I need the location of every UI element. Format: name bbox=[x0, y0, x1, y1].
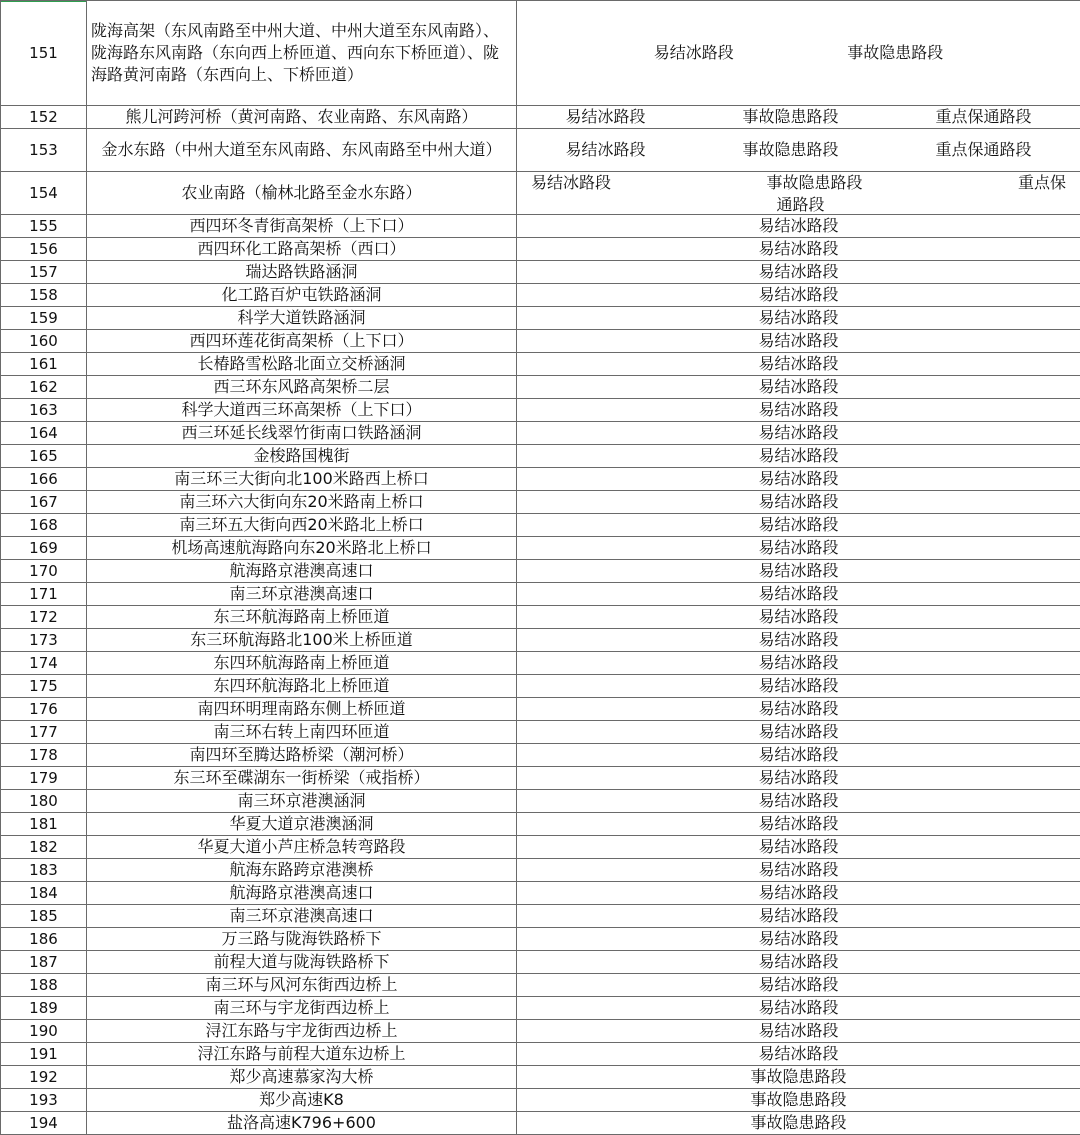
road-name-cell[interactable]: 西四环冬青街高架桥（上下口） bbox=[87, 215, 517, 238]
road-name-cell[interactable]: 航海路京港澳高速口 bbox=[87, 882, 517, 905]
table-row[interactable] bbox=[1, 1089, 1080, 1112]
table-row[interactable] bbox=[1, 836, 1080, 859]
row-number-cell[interactable]: 174 bbox=[1, 652, 87, 675]
road-name-cell[interactable]: 西三环延长线翠竹街南口铁路涵洞 bbox=[87, 422, 517, 445]
table-row[interactable] bbox=[1, 330, 1080, 353]
row-number-cell[interactable]: 191 bbox=[1, 1043, 87, 1066]
row-number-cell[interactable]: 169 bbox=[1, 537, 87, 560]
road-type-cell[interactable]: 易结冰路段 bbox=[517, 606, 1080, 629]
row-number-cell[interactable]: 165 bbox=[1, 445, 87, 468]
table-row[interactable] bbox=[1, 583, 1080, 606]
road-name-cell[interactable]: 华夏大道小芦庄桥急转弯路段 bbox=[87, 836, 517, 859]
road-name-cell[interactable]: 东三环航海路北100米上桥匝道 bbox=[87, 629, 517, 652]
row-number-cell[interactable]: 166 bbox=[1, 468, 87, 491]
road-type-cell[interactable]: 易结冰路段 bbox=[517, 399, 1080, 422]
table-row[interactable] bbox=[1, 1112, 1080, 1135]
table-row[interactable] bbox=[1, 422, 1080, 445]
table-row[interactable] bbox=[1, 790, 1080, 813]
row-number-cell[interactable]: 173 bbox=[1, 629, 87, 652]
table-row[interactable] bbox=[1, 813, 1080, 836]
road-name-cell[interactable]: 盐洛高速K796+600 bbox=[87, 1112, 517, 1135]
road-type-cell[interactable] bbox=[517, 129, 1080, 172]
road-type-cell[interactable] bbox=[517, 1, 1080, 106]
row-number-cell[interactable]: 186 bbox=[1, 928, 87, 951]
road-type-cell[interactable]: 易结冰路段 bbox=[517, 997, 1080, 1020]
table-row[interactable] bbox=[1, 238, 1080, 261]
table-row[interactable] bbox=[1, 1066, 1080, 1089]
road-type-cell[interactable]: 易结冰路段 bbox=[517, 560, 1080, 583]
table-row[interactable] bbox=[1, 129, 1080, 172]
table-row[interactable] bbox=[1, 514, 1080, 537]
row-number-cell[interactable]: 193 bbox=[1, 1089, 87, 1112]
road-type-cell[interactable]: 易结冰路段 bbox=[517, 790, 1080, 813]
row-number-cell[interactable]: 172 bbox=[1, 606, 87, 629]
road-type-cell[interactable]: 易结冰路段 bbox=[517, 238, 1080, 261]
road-type-cell[interactable]: 事故隐患路段 bbox=[517, 1112, 1080, 1135]
road-name-cell[interactable]: 南四环明理南路东侧上桥匝道 bbox=[87, 698, 517, 721]
road-type-cell[interactable]: 易结冰路段 bbox=[517, 767, 1080, 790]
table-row[interactable] bbox=[1, 675, 1080, 698]
road-type-label: 重点保通路段 bbox=[935, 139, 1031, 161]
road-name-cell[interactable]: 化工路百炉屯铁路涵洞 bbox=[87, 284, 517, 307]
road-type-cell[interactable]: 易结冰路段 bbox=[517, 1020, 1080, 1043]
road-type-label: 事故隐患路段 bbox=[742, 106, 838, 128]
road-name-cell[interactable]: 农业南路（榆林北路至金水东路） bbox=[87, 172, 517, 215]
road-name-cell[interactable]: 陇海高架（东风南路至中州大道、中州大道至东风南路）、陇海路东风南路（东向西上桥匝道、西向东下桥匝道）、陇海路黄河南路（东西向上、下桥匝道） bbox=[87, 1, 517, 106]
road-type-cell[interactable]: 易结冰路段 bbox=[517, 974, 1080, 997]
road-type-label: 重点保 bbox=[1018, 172, 1066, 194]
road-name-cell[interactable]: 南三环京港澳涵洞 bbox=[87, 790, 517, 813]
row-number-cell[interactable]: 188 bbox=[1, 974, 87, 997]
road-type-cell[interactable]: 易结冰路段 bbox=[517, 330, 1080, 353]
table-row[interactable] bbox=[1, 445, 1080, 468]
road-type-cell[interactable]: 易结冰路段 bbox=[517, 629, 1080, 652]
row-number-cell[interactable]: 159 bbox=[1, 307, 87, 330]
road-name-cell[interactable]: 华夏大道京港澳涵洞 bbox=[87, 813, 517, 836]
road-type-cell[interactable]: 易结冰路段 bbox=[517, 376, 1080, 399]
row-number-cell[interactable]: 157 bbox=[1, 261, 87, 284]
row-number-cell[interactable]: 161 bbox=[1, 353, 87, 376]
row-number-cell[interactable]: 187 bbox=[1, 951, 87, 974]
row-number-cell[interactable]: 153 bbox=[1, 129, 87, 172]
row-number-cell[interactable]: 183 bbox=[1, 859, 87, 882]
road-type-cell[interactable]: 易结冰路段 bbox=[517, 1043, 1080, 1066]
table-row[interactable] bbox=[1, 307, 1080, 330]
table-row[interactable] bbox=[1, 974, 1080, 997]
table-row[interactable] bbox=[1, 172, 1080, 215]
row-number-cell[interactable]: 151 bbox=[1, 1, 87, 106]
road-type-label: 重点保通路段 bbox=[935, 106, 1031, 128]
road-name-cell[interactable]: 南四环至腾达路桥梁（潮河桥） bbox=[87, 744, 517, 767]
row-number-cell[interactable]: 154 bbox=[1, 172, 87, 215]
table-row[interactable] bbox=[1, 106, 1080, 129]
row-number-cell[interactable]: 162 bbox=[1, 376, 87, 399]
table-row[interactable] bbox=[1, 859, 1080, 882]
table-row[interactable] bbox=[1, 491, 1080, 514]
table-row[interactable] bbox=[1, 629, 1080, 652]
road-name-cell[interactable]: 郑少高速慕家沟大桥 bbox=[87, 1066, 517, 1089]
road-name-cell[interactable]: 金梭路国槐街 bbox=[87, 445, 517, 468]
table-row[interactable] bbox=[1, 882, 1080, 905]
row-number-cell[interactable]: 190 bbox=[1, 1020, 87, 1043]
road-name-cell[interactable]: 南三环六大街向东20米路南上桥口 bbox=[87, 491, 517, 514]
road-name-cell[interactable]: 前程大道与陇海铁路桥下 bbox=[87, 951, 517, 974]
road-type-cell[interactable]: 易结冰路段 bbox=[517, 675, 1080, 698]
road-type-label: 事故隐患路段 bbox=[742, 139, 838, 161]
table-row[interactable] bbox=[1, 261, 1080, 284]
table-body bbox=[1, 1, 1080, 1135]
road-type-cell[interactable]: 易结冰路段 bbox=[517, 307, 1080, 330]
row-number-cell[interactable]: 164 bbox=[1, 422, 87, 445]
road-name-cell[interactable]: 西四环化工路高架桥（西口） bbox=[87, 238, 517, 261]
road-name-cell[interactable]: 南三环与风河东街西边桥上 bbox=[87, 974, 517, 997]
road-name-cell[interactable]: 东四环航海路南上桥匝道 bbox=[87, 652, 517, 675]
table-row[interactable] bbox=[1, 928, 1080, 951]
table-row[interactable] bbox=[1, 744, 1080, 767]
row-number-cell[interactable]: 185 bbox=[1, 905, 87, 928]
table-row[interactable] bbox=[1, 284, 1080, 307]
road-type-cell[interactable]: 易结冰路段 bbox=[517, 422, 1080, 445]
road-name-cell[interactable]: 南三环右转上南四环匝道 bbox=[87, 721, 517, 744]
road-type-cell[interactable]: 易结冰路段 bbox=[517, 537, 1080, 560]
table-row[interactable] bbox=[1, 376, 1080, 399]
road-type-label: 易结冰路段 bbox=[565, 139, 645, 161]
road-name-cell[interactable]: 东三环航海路南上桥匝道 bbox=[87, 606, 517, 629]
road-type-cell[interactable]: 易结冰路段 bbox=[517, 353, 1080, 376]
table-row[interactable] bbox=[1, 560, 1080, 583]
row-number-cell[interactable]: 170 bbox=[1, 560, 87, 583]
road-name-cell[interactable]: 机场高速航海路向东20米路北上桥口 bbox=[87, 537, 517, 560]
road-type-cell[interactable]: 易结冰路段 bbox=[517, 652, 1080, 675]
road-type-label: 易结冰路段 bbox=[654, 42, 734, 64]
row-number-cell[interactable]: 160 bbox=[1, 330, 87, 353]
road-type-cell[interactable]: 易结冰路段 bbox=[517, 261, 1080, 284]
road-type-label: 易结冰路段 bbox=[565, 106, 645, 128]
road-name-cell[interactable]: 万三路与陇海铁路桥下 bbox=[87, 928, 517, 951]
road-type-label: 易结冰路段 bbox=[531, 172, 611, 194]
table-row[interactable] bbox=[1, 997, 1080, 1020]
road-name-cell[interactable]: 瑞达路铁路涵洞 bbox=[87, 261, 517, 284]
road-name-cell[interactable]: 南三环与宇龙街西边桥上 bbox=[87, 997, 517, 1020]
road-type-cell[interactable]: 易结冰路段 bbox=[517, 583, 1080, 606]
road-type-cell[interactable]: 易结冰路段 bbox=[517, 905, 1080, 928]
road-name-cell[interactable]: 南三环京港澳高速口 bbox=[87, 905, 517, 928]
row-number-cell[interactable]: 180 bbox=[1, 790, 87, 813]
road-type-cell[interactable] bbox=[517, 106, 1080, 129]
road-type-cell[interactable]: 易结冰路段 bbox=[517, 859, 1080, 882]
road-type-cell[interactable]: 易结冰路段 bbox=[517, 698, 1080, 721]
table-row[interactable] bbox=[1, 399, 1080, 422]
road-type-cell[interactable]: 易结冰路段 bbox=[517, 468, 1080, 491]
road-name-cell[interactable]: 东三环至碟湖东一街桥梁（戒指桥） bbox=[87, 767, 517, 790]
row-number-cell[interactable]: 178 bbox=[1, 744, 87, 767]
table-row[interactable] bbox=[1, 652, 1080, 675]
road-type-label: 事故隐患路段 bbox=[847, 42, 943, 64]
table-row[interactable] bbox=[1, 1043, 1080, 1066]
row-number-cell[interactable]: 192 bbox=[1, 1066, 87, 1089]
road-name-cell[interactable]: 东四环航海路北上桥匝道 bbox=[87, 675, 517, 698]
road-name-cell[interactable]: 航海东路跨京港澳桥 bbox=[87, 859, 517, 882]
road-type-cell[interactable]: 易结冰路段 bbox=[517, 744, 1080, 767]
row-number-cell[interactable]: 176 bbox=[1, 698, 87, 721]
road-name-cell[interactable]: 南三环京港澳高速口 bbox=[87, 583, 517, 606]
row-number-cell[interactable]: 184 bbox=[1, 882, 87, 905]
table-row[interactable] bbox=[1, 215, 1080, 238]
row-number-cell[interactable]: 182 bbox=[1, 836, 87, 859]
table-row[interactable] bbox=[1, 1020, 1080, 1043]
row-number-cell[interactable]: 152 bbox=[1, 106, 87, 129]
table-row[interactable] bbox=[1, 905, 1080, 928]
row-number-cell[interactable]: 155 bbox=[1, 215, 87, 238]
road-type-cell[interactable]: 易结冰路段 bbox=[517, 882, 1080, 905]
row-number-cell[interactable]: 179 bbox=[1, 767, 87, 790]
road-name-cell[interactable]: 金水东路（中州大道至东风南路、东风南路至中州大道） bbox=[87, 129, 517, 172]
road-type-cell[interactable]: 易结冰路段 bbox=[517, 813, 1080, 836]
road-name-cell[interactable]: 科学大道西三环高架桥（上下口） bbox=[87, 399, 517, 422]
table-row[interactable] bbox=[1, 353, 1080, 376]
table-row[interactable] bbox=[1, 767, 1080, 790]
road-type-cell[interactable]: 事故隐患路段 bbox=[517, 1066, 1080, 1089]
road-type-cell[interactable]: 易结冰路段 bbox=[517, 721, 1080, 744]
row-number-cell[interactable]: 168 bbox=[1, 514, 87, 537]
road-type-cell[interactable]: 易结冰路段 bbox=[517, 928, 1080, 951]
road-name-cell[interactable]: 熊儿河跨河桥（黄河南路、农业南路、东风南路） bbox=[87, 106, 517, 129]
row-number-cell[interactable]: 177 bbox=[1, 721, 87, 744]
table-row[interactable] bbox=[1, 698, 1080, 721]
row-number-cell[interactable]: 175 bbox=[1, 675, 87, 698]
road-type-cell[interactable]: 易结冰路段 bbox=[517, 951, 1080, 974]
road-name-cell[interactable]: 浔江东路与宇龙街西边桥上 bbox=[87, 1020, 517, 1043]
row-number-cell[interactable]: 181 bbox=[1, 813, 87, 836]
road-type-cell[interactable]: 易结冰路段 bbox=[517, 284, 1080, 307]
table-row[interactable] bbox=[1, 1, 1080, 106]
row-number-cell[interactable]: 171 bbox=[1, 583, 87, 606]
road-name-cell[interactable]: 南三环五大街向西20米路北上桥口 bbox=[87, 514, 517, 537]
road-name-cell[interactable]: 南三环三大街向北100米路西上桥口 bbox=[87, 468, 517, 491]
table-row[interactable] bbox=[1, 468, 1080, 491]
row-number-cell[interactable]: 163 bbox=[1, 399, 87, 422]
road-name-cell[interactable]: 郑少高速K8 bbox=[87, 1089, 517, 1112]
road-name-cell[interactable]: 西三环东风路高架桥二层 bbox=[87, 376, 517, 399]
road-type-cell[interactable]: 易结冰路段 bbox=[517, 215, 1080, 238]
row-number-cell[interactable]: 167 bbox=[1, 491, 87, 514]
table-row[interactable] bbox=[1, 721, 1080, 744]
table-row[interactable] bbox=[1, 537, 1080, 560]
road-name-cell[interactable]: 浔江东路与前程大道东边桥上 bbox=[87, 1043, 517, 1066]
row-number-cell[interactable]: 158 bbox=[1, 284, 87, 307]
road-type-label: 事故隐患路段 bbox=[766, 172, 862, 194]
row-number-cell[interactable]: 194 bbox=[1, 1112, 87, 1135]
road-name-cell[interactable]: 长椿路雪松路北面立交桥涵洞 bbox=[87, 353, 517, 376]
road-name-cell[interactable]: 航海路京港澳高速口 bbox=[87, 560, 517, 583]
road-type-cell[interactable] bbox=[517, 172, 1080, 215]
road-type-label-wrap: 通路段 bbox=[766, 194, 862, 215]
road-type-cell[interactable]: 易结冰路段 bbox=[517, 491, 1080, 514]
road-type-cell[interactable]: 易结冰路段 bbox=[517, 514, 1080, 537]
road-type-cell[interactable]: 易结冰路段 bbox=[517, 445, 1080, 468]
row-number-cell[interactable]: 156 bbox=[1, 238, 87, 261]
table-row[interactable] bbox=[1, 951, 1080, 974]
road-type-cell[interactable]: 事故隐患路段 bbox=[517, 1089, 1080, 1112]
table-row[interactable] bbox=[1, 606, 1080, 629]
road-name-cell[interactable]: 西四环莲花街高架桥（上下口） bbox=[87, 330, 517, 353]
road-type-cell[interactable]: 易结冰路段 bbox=[517, 836, 1080, 859]
row-number-cell[interactable]: 189 bbox=[1, 997, 87, 1020]
road-name-cell[interactable]: 科学大道铁路涵洞 bbox=[87, 307, 517, 330]
